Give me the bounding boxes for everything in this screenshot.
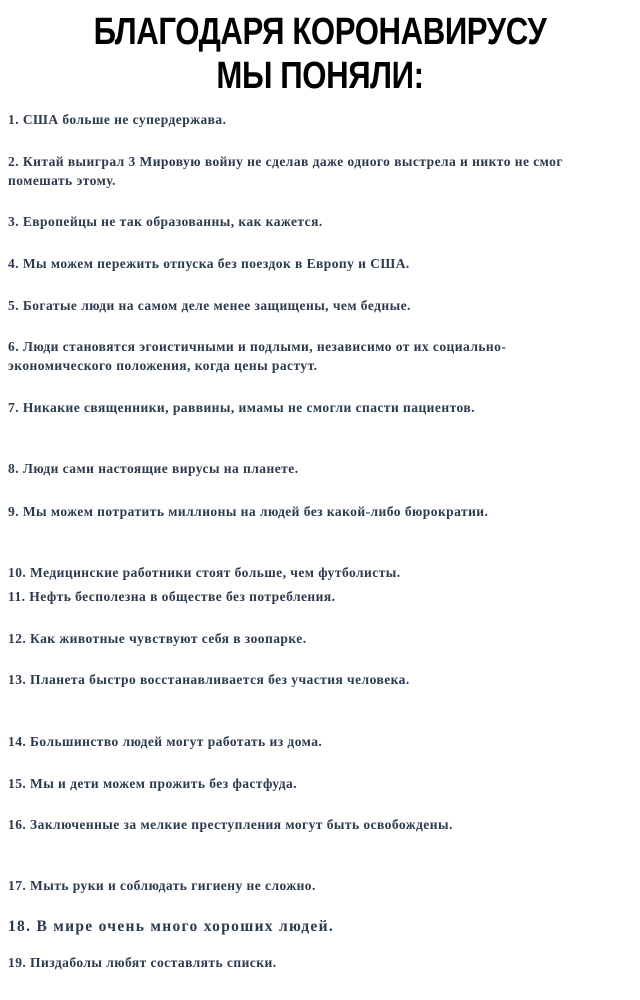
list-item-10: 10. Медицинские работники стоят больше, чем футболисты.: [8, 565, 401, 580]
list-item-9: 9. Мы можем потратить миллионы на людей без какой-либо бюрократии.: [8, 504, 489, 519]
list-item-3: 3. Европейцы не так образованны, как кажется.: [8, 214, 323, 229]
list-item-4: 4. Мы можем пережить отпуска без поездок в Европу и США.: [8, 256, 410, 271]
list-item-12: 12. Как животные чувствуют себя в зоопарке.: [8, 631, 307, 646]
list-item-19: 19. Пиздаболы любят составлять списки.: [8, 955, 277, 970]
list-item-2: 2. Китай выиграл 3 Мировую войну не сделав даже одного выстрела и никто не смог помешать этому.: [8, 154, 563, 188]
list-item-6: 6. Люди становятся эгоистичными и подлыми, независимо от их социально-экономического положения, когда цены растут.: [8, 339, 507, 373]
list-item-16: 16. Заключенные за мелкие преступления могут быть освобождены.: [8, 817, 453, 832]
list-item-17: 17. Мыть руки и соблюдать гигиену не сложно.: [8, 878, 316, 893]
list-item-7: 7. Никакие священники, раввины, имамы не смогли спасти пациентов.: [8, 400, 475, 415]
list-item-15: 15. Мы и дети можем прожить без фастфуда.: [8, 776, 298, 791]
list-item-14: 14. Большинство людей могут работать из дома.: [8, 734, 323, 749]
title-line-2: МЫ ПОНЯЛИ:: [216, 55, 424, 97]
list-item-13: 13. Планета быстро восстанавливается без участия человека.: [8, 672, 410, 687]
list-item-8: 8. Люди сами настоящие вирусы на планете.: [8, 461, 299, 476]
list-item-5: 5. Богатые люди на самом деле менее защищены, чем бедные.: [8, 298, 411, 313]
list-item-18: 18. В мире очень много хороших людей.: [8, 918, 335, 935]
title-line-1: БЛАГОДАРЯ КОРОНАВИРУСУ: [93, 11, 547, 53]
list-item-11: 11. Нефть бесполезна в обществе без потребления.: [8, 589, 336, 604]
list-item-1: 1. США больше не супердержава.: [8, 112, 227, 127]
